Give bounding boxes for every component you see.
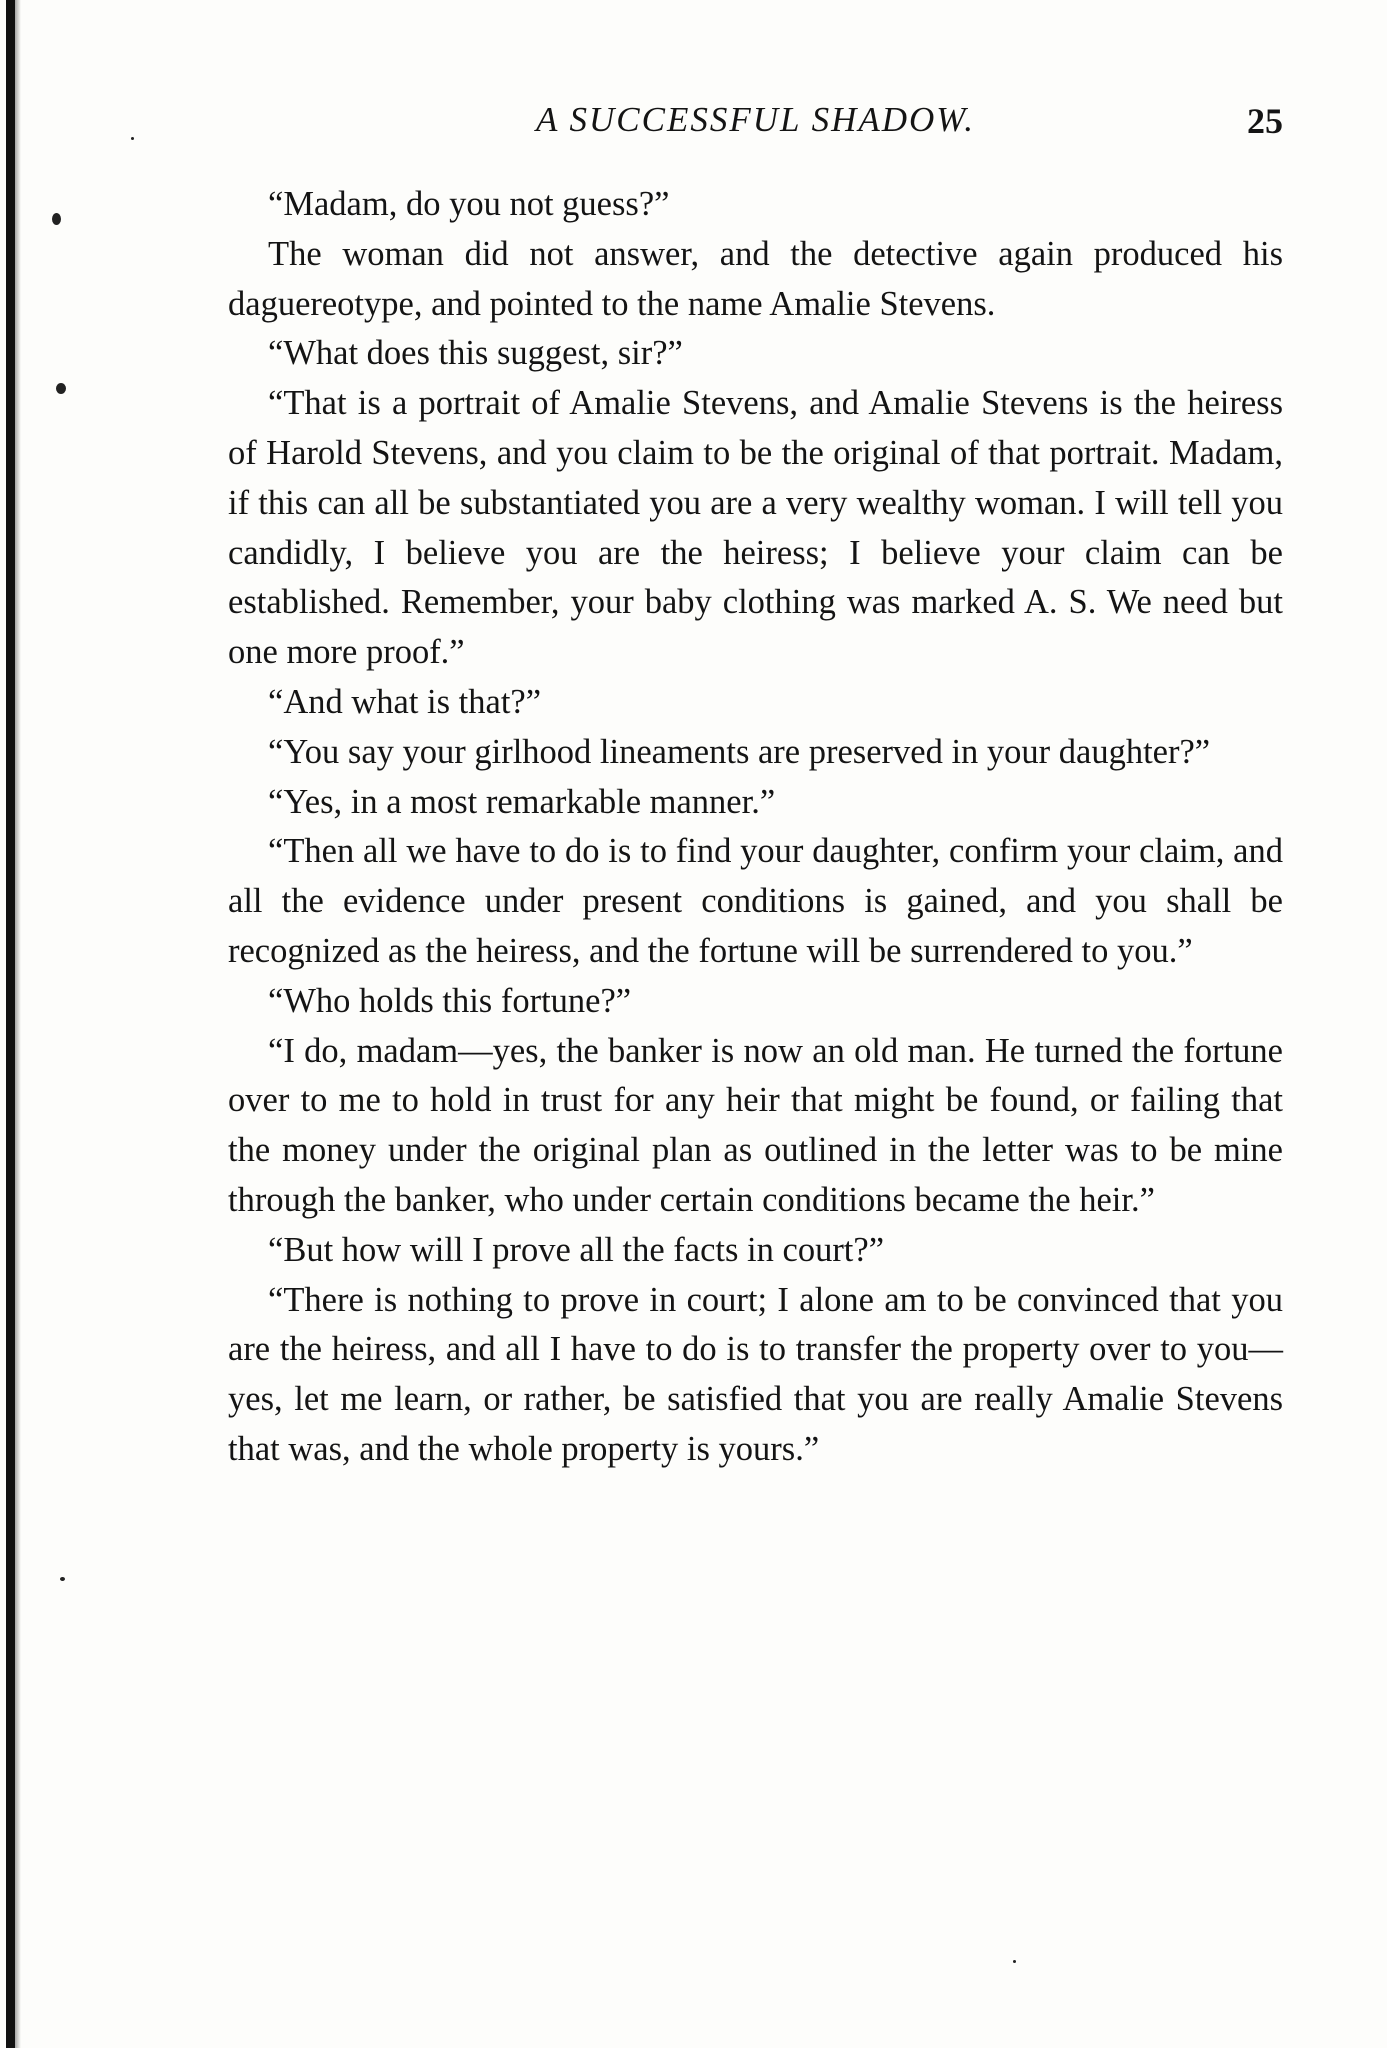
scan-speck [131, 137, 134, 140]
paragraph: “You say your girlhood lineaments are preserved in your daughter?” [268, 732, 1211, 771]
scan-speck [60, 1577, 65, 1581]
paragraph: “And what is that?” [268, 682, 542, 721]
paragraph: “There is nothing to prove in court; I alone am to be convinced that you are the heiress, and all I have to do is to transfer the property over to you—yes, let me learn, or rather, be satisfied that you are really Amalie Stevens that was, and the whole property is yours.” [228, 1280, 1283, 1468]
paragraph: “Madam, do you not guess?” [268, 185, 670, 223]
page-number: 25 [1247, 101, 1283, 141]
paragraph: “What does this suggest, sir?” [268, 334, 683, 373]
binding-edge-fade [15, 0, 21, 2048]
paragraph: “Who holds this fortune?” [268, 981, 632, 1020]
running-head [228, 96, 1283, 146]
scan-speck [1013, 1960, 1016, 1963]
running-title: A SUCCESSFUL SHADOW. [536, 100, 975, 139]
paragraph: The woman did not answer, and the detective again produced his daguereotype, and pointed to the name Amalie Stevens. [228, 234, 1283, 323]
paragraph: “I do, madam—yes, the banker is now an old man. He turned the fortune over to me to hold in trust for any heir that might be found, or failing that the money under the original plan as outlined in the letter was to be mine through the banker, who under certain conditions became the heir.” [228, 1031, 1283, 1219]
binding-edge-shadow [6, 0, 15, 2048]
paragraph: “Yes, in a most remarkable manner.” [268, 782, 776, 821]
paragraph: “That is a portrait of Amalie Stevens, and Amalie Stevens is the heiress of Harold Stevens, and you claim to be the original of that portrait. Madam, if this can all be substantiated you are a very wealthy woman. I will tell you candidly, I believe you are the heiress; I believe your claim can be established. Remember, your baby clothing was marked A. S. We need but one more proof.” [228, 384, 1283, 672]
scan-speck [56, 383, 66, 394]
paragraph: “Then all we have to do is to find your daughter, confirm your claim, and all the evidence under present conditions is gained, and you shall be recognized as the heiress, and the fortune will be surrendered to you.” [228, 832, 1283, 970]
paragraph: “But how will I prove all the facts in court?” [268, 1230, 885, 1269]
body-text [228, 180, 1283, 1475]
scan-speck [52, 213, 61, 225]
